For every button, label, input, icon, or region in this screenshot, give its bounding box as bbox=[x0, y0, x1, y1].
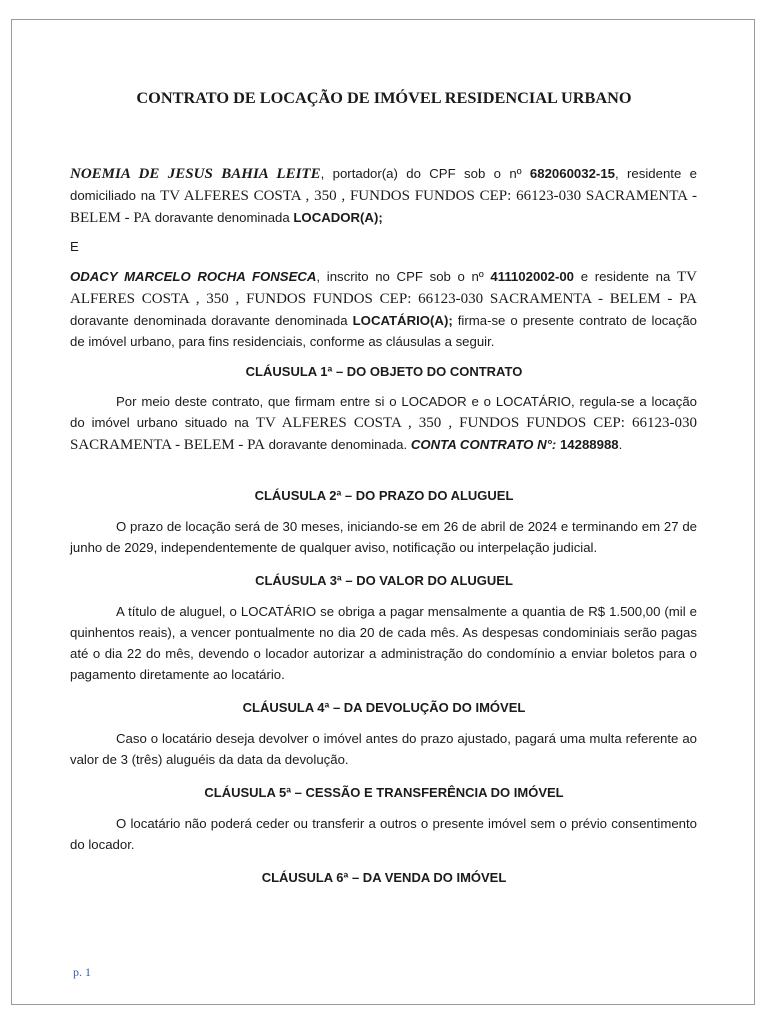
conjunction: E bbox=[70, 239, 79, 254]
clause-5-text: O locatário não poderá ceder ou transferir a outros o presente imóvel sem o prévio consentimento do locador. bbox=[70, 816, 697, 852]
locador-name: NOEMIA DE JESUS BAHIA LEITE bbox=[70, 166, 321, 182]
clause-1-text bbox=[70, 391, 697, 456]
page-number: p. 1 bbox=[73, 965, 91, 979]
text-run: , residente e domiciliado na bbox=[70, 166, 697, 203]
locatario-cpf: 411102002-00 bbox=[490, 269, 575, 284]
clause-3-text: A título de aluguel, o LOCATÁRIO se obriga a pagar mensalmente a quantia de R$ 1.500,00 (mil e quinhentos reais), a vencer pontualmente no dia 20 de cada mês. As despesas condominiais serão pagas até o dia 22 do mês, devendo o locador autorizar a administração do condomínio a enviar boletos para o pagamento diretamente ao locatário. bbox=[70, 604, 697, 682]
text-run: doravante denominada bbox=[151, 210, 294, 225]
clause-4-text: Caso o locatário deseja devolver o imóvel antes do prazo ajustado, pagará uma multa referente ao valor de 3 (três) aluguéis da data da devolução. bbox=[70, 731, 697, 767]
locatario-paragraph bbox=[70, 266, 697, 352]
clause-1-address: TV ALFERES COSTA , 350 , FUNDOS FUNDOS CEP: 66123-030 SACRAMENTA - BELEM - PA bbox=[70, 415, 697, 453]
locatario-name: ODACY MARCELO ROCHA FONSECA bbox=[70, 269, 317, 284]
clause-5-heading: CLÁUSULA 5ª – CESSÃO E TRANSFERÊNCIA DO IMÓVEL bbox=[204, 785, 564, 800]
clause-2-heading: CLÁUSULA 2ª – DO PRAZO DO ALUGUEL bbox=[254, 488, 514, 503]
locador-address: TV ALFERES COSTA , 350 , FUNDOS FUNDOS CEP: 66123-030 SACRAMENTA - BELEM - PA bbox=[70, 188, 697, 226]
contract-number: 14288988 bbox=[559, 437, 619, 452]
document-title: CONTRATO DE LOCAÇÃO DE IMÓVEL RESIDENCIAL URBANO bbox=[136, 88, 632, 107]
text-run: , portador(a) do CPF sob o nº bbox=[320, 166, 530, 181]
text-run: , inscrito no CPF sob o nº bbox=[316, 269, 491, 284]
contract-number-label: CONTA CONTRATO N°: bbox=[410, 437, 557, 452]
clause-2-text: O prazo de locação será de 30 meses, iniciando-se em 26 de abril de 2024 e terminando em 27 de junho de 2029, independentemente de qualquer aviso, notificação ou interpelação judicial. bbox=[70, 519, 697, 555]
locador-role: LOCADOR(A); bbox=[293, 210, 383, 225]
text-run: e residente na bbox=[574, 269, 677, 284]
locador-paragraph bbox=[70, 163, 697, 229]
locador-cpf: 682060032-15 bbox=[529, 166, 615, 181]
text-run: . bbox=[618, 437, 623, 452]
text-run: doravante denominada doravante denominada bbox=[70, 313, 353, 328]
text-run: Por meio deste contrato, que firmam entre si o LOCADOR e o LOCATÁRIO, regula-se a locação do imóvel urbano situado na bbox=[70, 394, 697, 430]
locatario-role: LOCATÁRIO(A); bbox=[352, 313, 453, 328]
text-run: firma-se o presente contrato de locação de imóvel urbano, para fins residenciais, conforme as cláusulas a seguir. bbox=[70, 313, 697, 349]
locatario-address: TV ALFERES COSTA , 350 , FUNDOS FUNDOS CEP: 66123-030 SACRAMENTA - BELEM - PA bbox=[70, 269, 697, 307]
clause-4-heading: CLÁUSULA 4ª – DA DEVOLUÇÃO DO IMÓVEL bbox=[242, 700, 526, 715]
clause-3-heading: CLÁUSULA 3ª – DO VALOR DO ALUGUEL bbox=[255, 573, 513, 588]
text-run: doravante denominada. bbox=[264, 437, 411, 452]
clause-6-heading: CLÁUSULA 6ª – DA VENDA DO IMÓVEL bbox=[261, 870, 507, 885]
clause-1-heading: CLÁUSULA 1ª – DO OBJETO DO CONTRATO bbox=[245, 364, 523, 379]
